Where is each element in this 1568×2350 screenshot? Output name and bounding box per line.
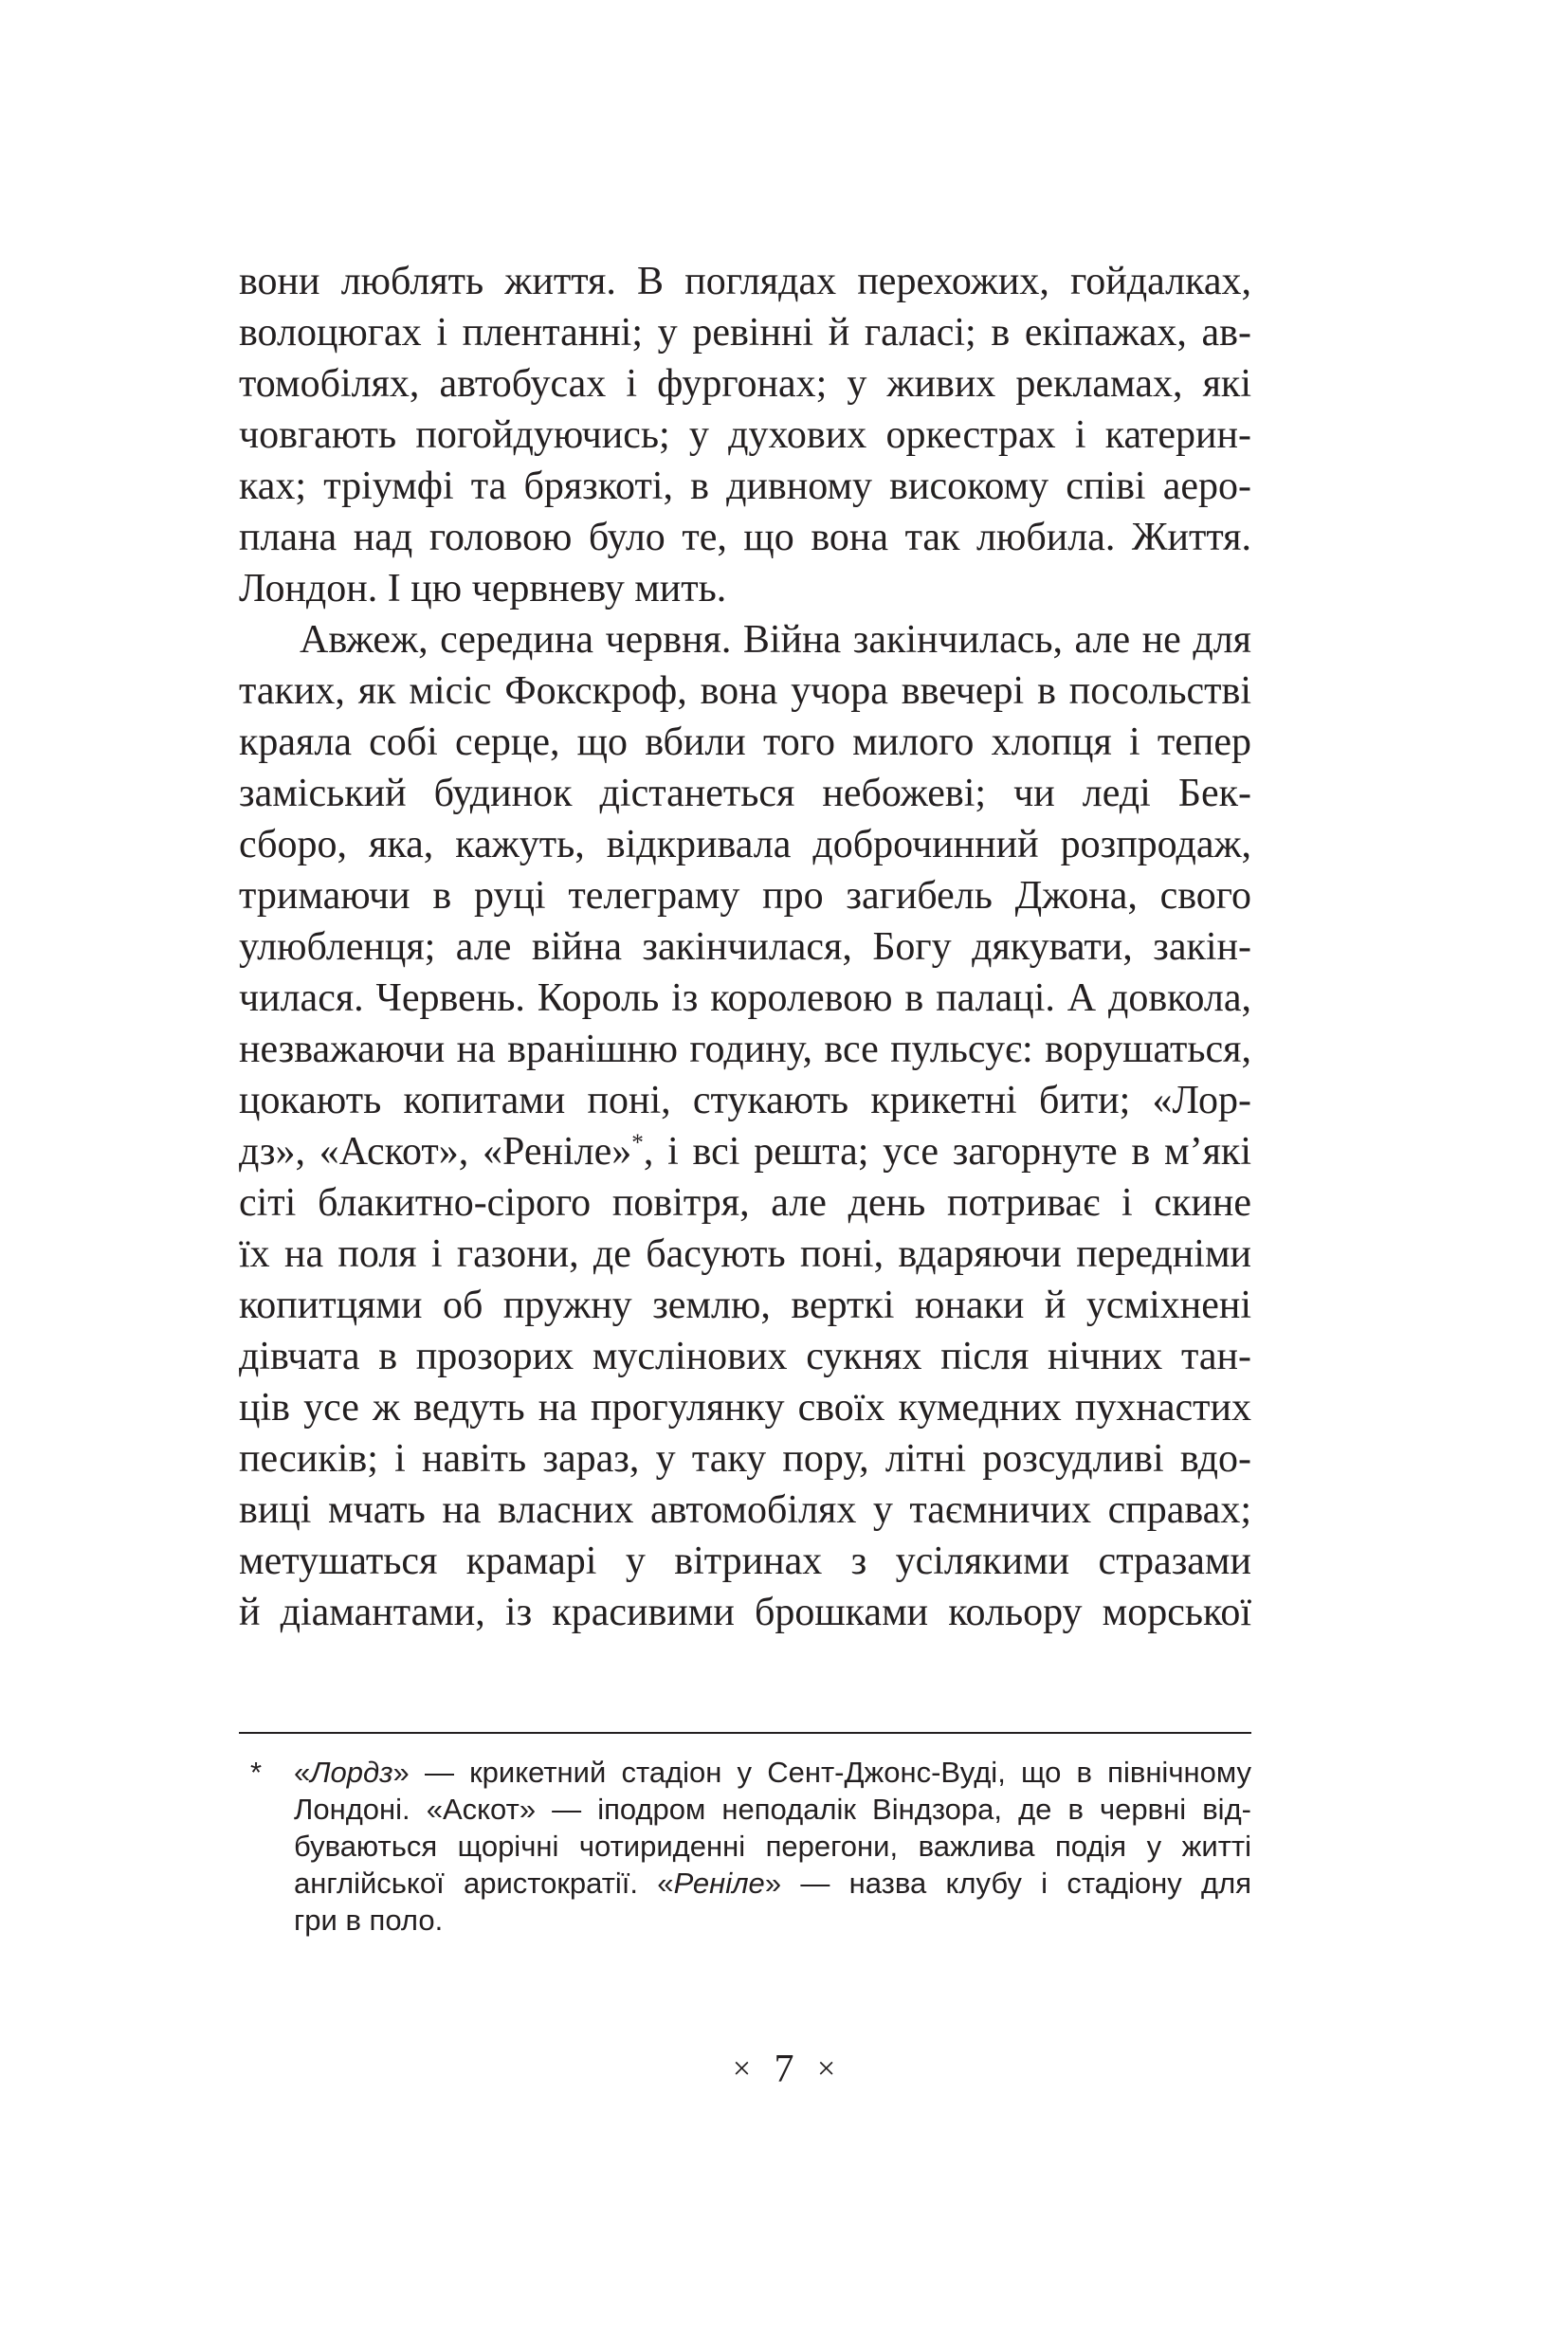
footnote-line — [294, 1865, 1251, 1902]
footnote-line: буваються щорічні чотириденні перегони, важлива подія у житті — [294, 1830, 1251, 1863]
footnote-text: » — назва клубу і стадіону для — [764, 1867, 1251, 1900]
page-number: 7 — [774, 2048, 794, 2091]
page-number-ornament-right: × — [817, 2051, 836, 2086]
text-line: човгають погойдуючись; у духових оркестрах і катерин- — [239, 413, 1251, 457]
footnote-line: Лондоні. «Аскот» — іподром неподалік Віндзора, де в червні від- — [294, 1793, 1251, 1826]
text-line: краяла собі серце, що вбили того милого хлопця і тепер — [239, 720, 1251, 764]
text-line: чилася. Червень. Король із королевою в палаці. А довкола, — [239, 976, 1251, 1020]
text-segment: дз», «Аскот», «Реніле» — [239, 1130, 632, 1174]
text-line: їх на поля і газони, де басують поні, вдаряючи передніми — [239, 1232, 1251, 1276]
text-line: метушаться крамарі у вітринах з усілякими стразами — [239, 1539, 1251, 1583]
footnote-text: англійської аристократії. « — [294, 1867, 674, 1900]
text-line: волоцюгах і плентанні; у ревінні й галасі; в екіпажах, ав- — [239, 311, 1251, 355]
footnote-body — [294, 1754, 1251, 1939]
text-line: цокають копитами поні, стукають крикетні бити; «Лор- — [239, 1079, 1251, 1122]
text-line: вони люблять життя. В поглядах перехожих, гойдалках, — [239, 260, 1251, 303]
text-line: ках; тріумфі та брязкоті, в дивному високому співі аеро- — [239, 465, 1251, 508]
text-line: томобілях, автобусах і фургонах; у живих рекламах, які — [239, 362, 1251, 406]
text-line: ців усе ж ведуть на прогулянку своїх кумедних пухнастих — [239, 1386, 1251, 1430]
footnote-marker: * — [250, 1756, 263, 1789]
page-number-ornament-left: × — [732, 2051, 751, 2086]
text-line-paragraph-end: Лондон. І цю червневу мить. — [239, 567, 727, 610]
footnote-line: гри в поло. — [294, 1904, 444, 1937]
text-line: сборо, яка, кажуть, відкривала доброчинний розпродаж, — [239, 823, 1251, 866]
text-line: таких, як місіс Фокскроф, вона учора ввечері в посольстві — [239, 669, 1251, 713]
footnote-text: » — крикетний стадіон у Сент-Джонс-Вуді, що в північному — [392, 1756, 1251, 1789]
text-line-with-footnote-ref — [239, 1126, 1251, 1177]
text-line: незважаючи на вранішню годину, все пульсує: ворушаться, — [239, 1028, 1251, 1071]
footnote-italic-term: Лордз — [310, 1756, 393, 1789]
footnote-reference[interactable]: * — [631, 1130, 644, 1156]
text-line: плана над головою було те, що вона так любила. Життя. — [239, 516, 1251, 559]
text-line: песиків; і навіть зараз, у таку пору, літні розсудливі вдо- — [239, 1437, 1251, 1481]
footnote-divider — [239, 1732, 1251, 1734]
text-line: улюбленця; але війна закінчилася, Богу дякувати, закін- — [239, 925, 1251, 969]
footnote-text: « — [294, 1756, 311, 1789]
page-number-footer — [0, 2046, 1568, 2093]
text-line: заміський будинок дістанеться небожеві; чи леді Бек- — [239, 772, 1251, 815]
footnote — [239, 1754, 1251, 1939]
footnote-line — [294, 1754, 1251, 1791]
text-segment: , і всі решта; усе загорнуте в м’які — [643, 1130, 1251, 1174]
text-line: виці мчать на власних автомобілях у таємничих справах; — [239, 1488, 1251, 1532]
text-line: дівчата в прозорих муслінових сукнях після нічних тан- — [239, 1335, 1251, 1378]
text-line: копитцями об пружну землю, верткі юнаки й усміхнені — [239, 1284, 1251, 1327]
footnote-italic-term: Реніле — [673, 1867, 765, 1900]
text-line: сіті блакитно-сірого повітря, але день потриває і скине — [239, 1181, 1251, 1225]
body-text — [239, 256, 1251, 1638]
text-line: й діамантами, із красивими брошками кольору морської — [239, 1591, 1251, 1634]
text-line-paragraph-start: Авжеж, середина червня. Війна закінчилась, але не для — [300, 618, 1251, 662]
text-line: тримаючи в руці телеграму про загибель Джона, свого — [239, 874, 1251, 918]
